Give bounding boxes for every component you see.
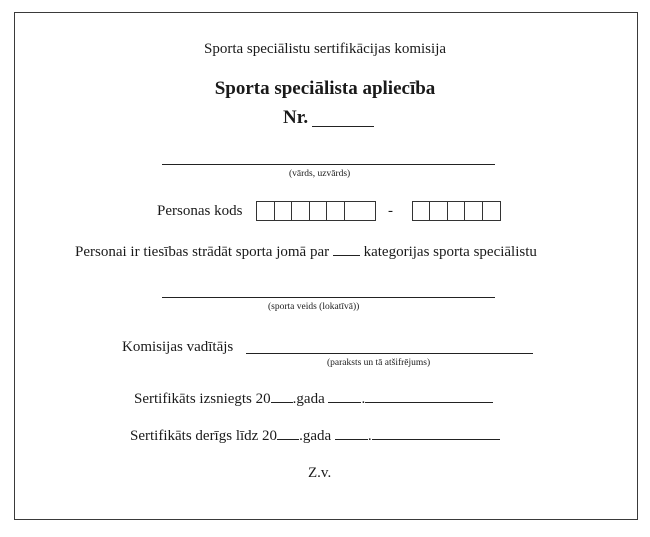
rights-sentence (75, 243, 537, 261)
sport-line[interactable] (162, 297, 495, 298)
issued-year-blank[interactable] (271, 390, 293, 403)
personal-code-cell[interactable] (310, 202, 328, 220)
issued-month-blank[interactable] (365, 390, 493, 403)
valid-year-suffix: .gada (299, 428, 332, 444)
sport-caption: (sporta veids (lokatīvā)) (268, 302, 360, 312)
chairman-signature-line[interactable] (246, 353, 533, 354)
valid-label: Sertifikāts derīgs līdz 20 (130, 428, 278, 444)
valid-date-row (130, 427, 500, 445)
number-label: Nr. (283, 107, 309, 128)
personal-code-cell[interactable] (345, 202, 363, 220)
personal-code-cell[interactable] (413, 202, 430, 220)
personal-code-boxes-first[interactable] (256, 201, 376, 221)
name-caption: (vārds, uzvārds) (289, 169, 351, 179)
personal-code-cell[interactable] (448, 202, 465, 220)
rights-text-after: kategorijas sporta speciālistu (363, 244, 537, 260)
personal-code-cell[interactable] (483, 202, 500, 220)
valid-year-blank[interactable] (277, 427, 299, 440)
issued-date-row (134, 390, 493, 408)
committee-name: Sporta speciālistu sertifikācijas komisija (203, 41, 447, 57)
issued-day-blank[interactable] (328, 390, 361, 403)
issued-date-separator: . (361, 391, 366, 407)
category-blank[interactable] (333, 243, 360, 256)
personal-code-cell[interactable] (327, 202, 345, 220)
valid-month-blank[interactable] (372, 427, 500, 440)
stamp-label: Z.v. (308, 465, 332, 481)
valid-date-separator: . (367, 428, 372, 444)
personal-code-cell[interactable] (430, 202, 447, 220)
issued-label: Sertifikāts izsniegts 20 (134, 391, 271, 407)
personal-code-cell[interactable] (292, 202, 310, 220)
number-blank[interactable] (312, 126, 374, 127)
personal-code-separator: - (388, 203, 393, 219)
valid-day-blank[interactable] (335, 427, 368, 440)
personal-code-label: Personas kods (157, 203, 243, 219)
chairman-label: Komisijas vadītājs (122, 339, 234, 355)
personal-code-cell[interactable] (257, 202, 275, 220)
personal-code-cell[interactable] (465, 202, 482, 220)
signature-caption: (paraksts un tā atšifrējums) (327, 358, 431, 368)
issued-year-suffix: .gada (292, 391, 325, 407)
personal-code-cell[interactable] (275, 202, 293, 220)
rights-text-before: Personai ir tiesības strādāt sporta jomā par (75, 244, 330, 260)
name-line[interactable] (162, 164, 495, 165)
certificate-title: Sporta speciālista apliecība (214, 78, 436, 99)
personal-code-boxes-second[interactable] (412, 201, 501, 221)
